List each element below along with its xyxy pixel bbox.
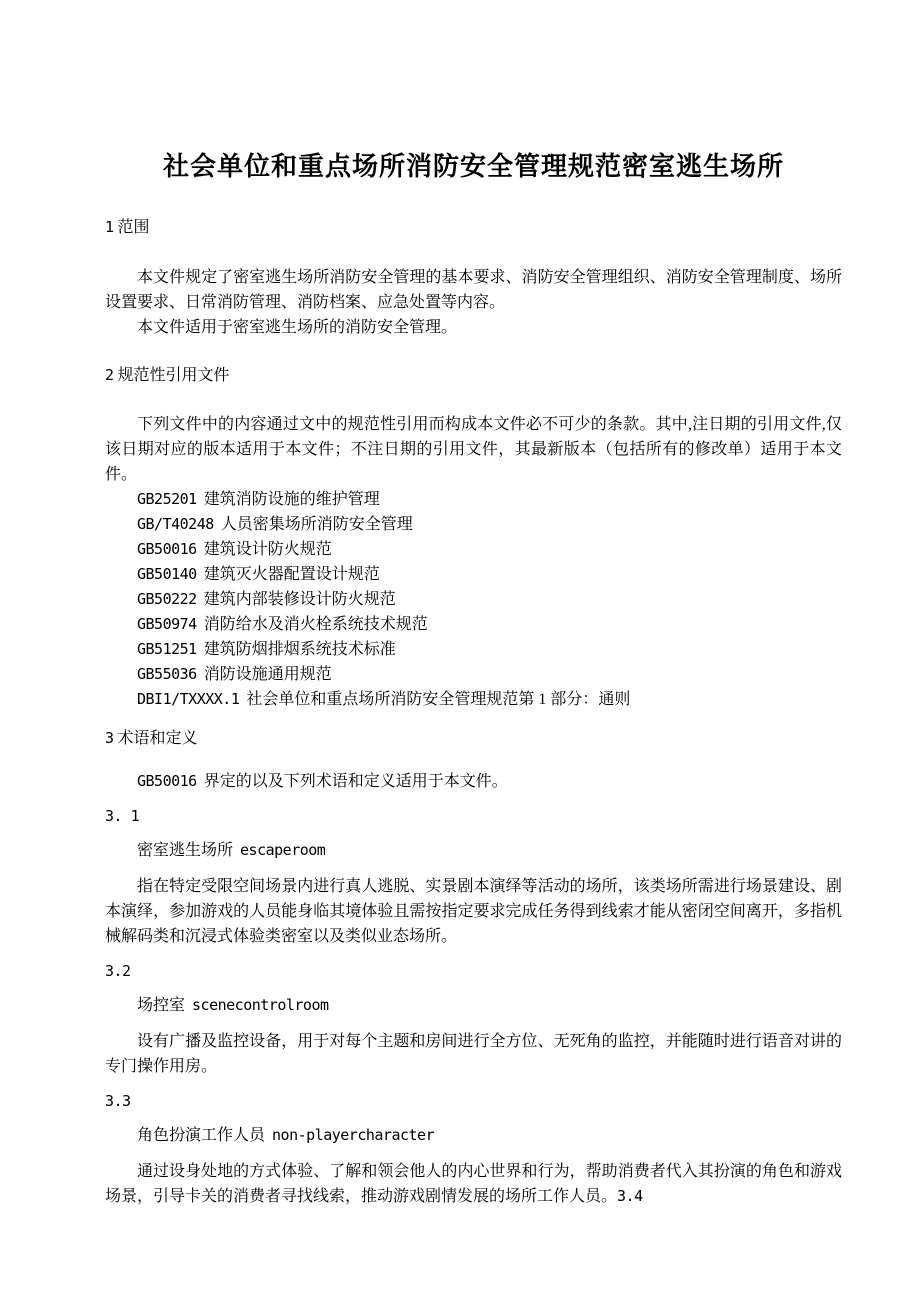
- section-number: 1: [105, 218, 114, 236]
- term-definition: [105, 1029, 842, 1079]
- terms-intro-code: GB50016: [137, 772, 197, 790]
- reference-code: GB25201: [137, 490, 197, 508]
- term-name-cn: 场控室: [137, 997, 186, 1014]
- reference-item: [105, 537, 842, 562]
- section-heading-text: 规范性引用文件: [117, 367, 230, 384]
- reference-code: GB50140: [137, 565, 197, 583]
- paragraph-references-intro: 下列文件中的内容通过文中的规范性引用而构成本文件必不可少的条款。其中,注日期的引用文件,仅该日期对应的版本适用于本文件；不注日期的引用文件，其最新版本（包括所有的修改单）适用于本文件。: [105, 416, 842, 483]
- reference-code: GB50974: [137, 615, 197, 633]
- reference-title: 建筑内部装修设计防火规范: [203, 591, 396, 608]
- reference-code: GB55036: [137, 665, 197, 683]
- section-heading-terms: [105, 726, 842, 751]
- paragraph-scope-2: 本文件适用于密室逃生场所的消防安全管理。: [137, 319, 458, 336]
- reference-item: [105, 587, 842, 612]
- reference-code: GB/T40248: [137, 515, 214, 533]
- term-definition-text: 设有广播及监控设备，用于对每个主题和房间进行全方位、无死角的监控，并能随时进行语音对讲的专门操作用房。: [105, 1033, 842, 1075]
- term-number: 3.3: [105, 1092, 131, 1110]
- reference-title: 建筑设计防火规范: [203, 541, 332, 558]
- section-number: 2: [105, 366, 114, 384]
- reference-title: 建筑防烟排烟系统技术标准: [203, 641, 396, 658]
- reference-title: 建筑消防设施的维护管理: [203, 491, 380, 508]
- reference-title: 消防设施通用规范: [203, 666, 332, 683]
- terms-intro: [105, 769, 842, 794]
- reference-item: [105, 687, 842, 712]
- section-heading-references: [105, 363, 842, 388]
- reference-code: GB50016: [137, 540, 197, 558]
- term-definition-text: 通过设身处地的方式体验、了解和领会他人的内心世界和行为，帮助消费者代入其扮演的角色和游戏场景，引导卡关的消费者寻找线索，推动游戏剧情发展的场所工作人员。: [105, 1163, 842, 1205]
- reference-code: DBI1/TXXXX.1: [137, 690, 240, 708]
- reference-item: [105, 562, 842, 587]
- term-name-en: scenecontrolroom: [192, 996, 329, 1014]
- section-heading-text: 术语和定义: [117, 730, 198, 747]
- reference-item: [105, 662, 842, 687]
- reference-list: [105, 487, 842, 712]
- paragraph-scope-1: 本文件规定了密室逃生场所消防安全管理的基本要求、消防安全管理组织、消防安全管理制度、场所设置要求、日常消防管理、消防档案、应急处置等内容。: [105, 269, 842, 311]
- reference-item: [105, 487, 842, 512]
- section-heading-scope: [105, 215, 842, 240]
- reference-code: GB51251: [137, 640, 197, 658]
- reference-title: 消防给水及消火栓系统技术规范: [203, 616, 428, 633]
- term-name-cn: 密室逃生场所: [137, 842, 234, 859]
- reference-item: [105, 637, 842, 662]
- term-definition-text: 指在特定受限空间场景内进行真人逃脱、实景剧本演绎等活动的场所，该类场所需进行场景建设、剧本演绎，参加游戏的人员能身临其境体验且需按指定要求完成任务得到线索才能从密闭空间离开，多指机械解码类和沉浸式体验类密室以及类似业态场所。: [105, 878, 842, 945]
- section-heading-text: 范围: [117, 219, 150, 236]
- term-number: 3. 1: [105, 807, 140, 825]
- reference-title: 社会单位和重点场所消防安全管理规范第 1 部分：通则: [246, 691, 631, 708]
- reference-title: 人员密集场所消防安全管理: [220, 516, 413, 533]
- term-name: [105, 1123, 842, 1148]
- section-number: 3: [105, 729, 114, 747]
- term-name: [105, 838, 842, 863]
- term-number: 3.2: [105, 962, 131, 980]
- term-definition: [105, 1159, 842, 1209]
- term-trailing-number: 3.4: [617, 1187, 643, 1205]
- term-name-en: escaperoom: [240, 841, 326, 859]
- term-name-en: non-playercharacter: [272, 1126, 435, 1144]
- reference-item: [105, 512, 842, 537]
- term-name: [105, 993, 842, 1018]
- terms-intro-text: 界定的以及下列术语和定义适用于本文件。: [203, 773, 508, 790]
- reference-code: GB50222: [137, 590, 197, 608]
- reference-item: [105, 612, 842, 637]
- reference-title: 建筑灭火器配置设计规范: [203, 566, 380, 583]
- document-title: 社会单位和重点场所消防安全管理规范密室逃生场所: [162, 152, 784, 182]
- term-definition: [105, 874, 842, 949]
- term-name-cn: 角色扮演工作人员: [137, 1127, 266, 1144]
